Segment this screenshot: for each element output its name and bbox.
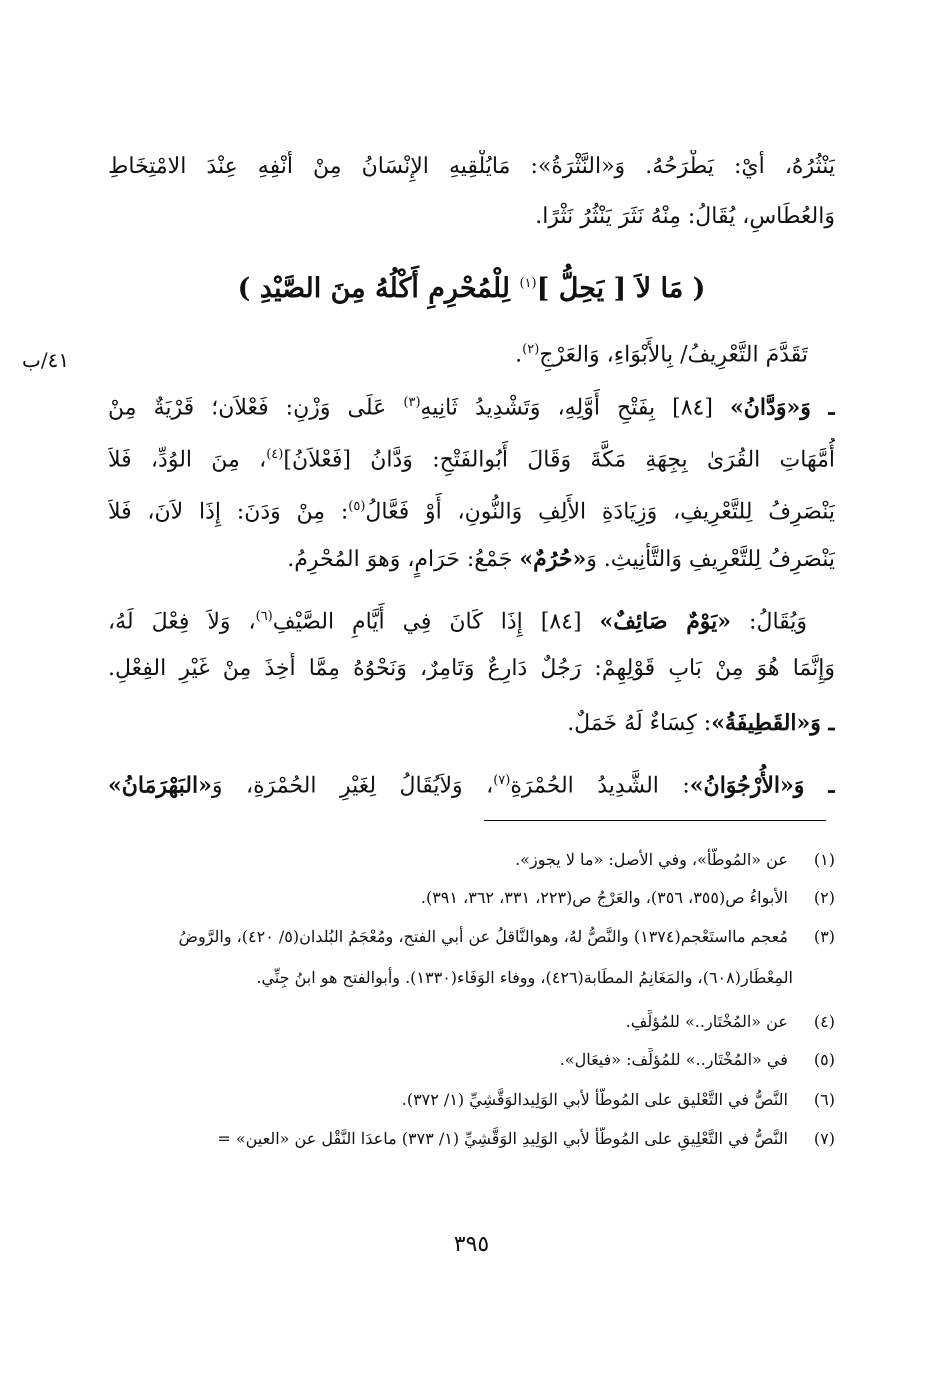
headword-bahraman: «البَهْرَمَانُ» bbox=[108, 772, 212, 799]
footnote-ref-2: (٢) bbox=[522, 342, 540, 357]
headword-waddan: ـ وَ«وَدَّانُ» bbox=[730, 394, 835, 421]
footnote-text: في «المُخْتَار..» للمُؤلِّف: «فيعَال». bbox=[559, 1050, 788, 1069]
footnote-text: عن «المُوطَّأ»، وفي الأصل: «ما لا يجوز». bbox=[515, 850, 788, 869]
body-line-7-text-a: يَنْصَرِفُ لِلتَّعْرِيفِ وَالتَّأْنِيثِ. وَ bbox=[586, 547, 835, 572]
footnote-2 bbox=[108, 886, 835, 910]
body-line-4-text-a: [٨٤] بِفَتْحِ أَوَّلِهِ، وَتَشْدِيدُ ثَانِيهِ bbox=[420, 395, 731, 421]
body-line-2: وَالعُطَاسِ، يُقَالُ: مِنْهُ نَثَرَ يَنْثُرُ نَثْرًا. bbox=[535, 204, 835, 229]
body-line-11-text-b: ، وَلاَيُقَالُ لِغَيْرِ الحُمْرَةِ، وَ bbox=[211, 773, 494, 799]
body-line-6-text-a: يَنْصَرِفُ لِلتَّعْرِيفِ، وَزِيَادَةِ الأَلِفِ وَالنُّونِ، أَوْ فَعَّالُ bbox=[365, 499, 835, 525]
footnote-ref-3: (٣) bbox=[403, 395, 421, 410]
body-line-5-text-b: ، مِنَ الوُدِّ، فَلاَ bbox=[108, 447, 267, 473]
body-line-6 bbox=[108, 490, 835, 530]
footnote-text: مُعجم مااستَعْجم(١٣٧٤) والنَّصُّ لهُ، وهوالنَّاقلُ عن أبي الفتح، ومُعْجَمُ البُلدان(٥/ ٤٢٠)، والرَّوضُ bbox=[178, 927, 788, 946]
footnote-number: (٤) bbox=[813, 1012, 835, 1031]
footnote-number: (٦) bbox=[813, 1090, 835, 1109]
footnote-ref-4: (٤) bbox=[266, 447, 284, 462]
body-line-4-text-b: عَلَى وَزْنِ: فَعْلاَن؛ قَرْيَةٌ مِنْ bbox=[108, 395, 404, 421]
footnote-text: عن «المُخْتَار..» للمُؤلِّفِ. bbox=[625, 1012, 788, 1031]
footnote-1 bbox=[108, 848, 835, 872]
footnote-ref-7: (٧) bbox=[493, 773, 511, 788]
footnote-text: النَّصُّ في التَّعْليق على المُوطَّأ لأبي الوَلِيدالوَقَّشِيِّ (١/ ٣٧٢). bbox=[401, 1090, 788, 1109]
page-number: ٣٩٥ bbox=[453, 1232, 490, 1257]
footnote-6 bbox=[108, 1088, 835, 1112]
body-line-8-text-a: وَيُقَالُ: bbox=[731, 609, 808, 635]
body-line-4 bbox=[108, 386, 835, 426]
footnote-number: (٣) bbox=[813, 927, 835, 946]
section-title bbox=[108, 262, 835, 311]
body-line-10 bbox=[108, 706, 835, 746]
body-line-8-text-c: ، وَلاَ فِعْلَ لَهُ، bbox=[108, 609, 256, 635]
footnote-separator bbox=[484, 820, 826, 821]
footnote-ref-6: (٦) bbox=[255, 609, 273, 624]
body-line-11 bbox=[108, 764, 835, 804]
footnote-text: النَّصُّ في التَّعْلِيقِ على المُوطَّأ لأبي الوَلِيدِ الوَقَّشِيِّ (١/ ٣٧٣) ماعدَا النَّقْل عن «العين» = bbox=[217, 1129, 788, 1148]
footnote-number: (٢) bbox=[813, 888, 835, 907]
body-line-1: يَنْثُرُهُ، أيْ: يَطْرَحُهُ. وَ«النَّثْرَةُ»: مَايُلْقِيهِ الإِنْسَانُ مِنْ أَنْفِهِ عِنْدَ الامْتِخَاطِ bbox=[108, 154, 835, 179]
footnote-text: المِعْطَار(٦٠٨)، والمَغَانِمُ المطَابة(٤٢٦)، ووفاء الوَفَاء(١٣٣٠). وأبوالفتح هو ابنُ جِنِّي. bbox=[256, 968, 793, 987]
headword-yawm-saif: «يَوْمٌ صَائِفٌ» bbox=[599, 608, 732, 635]
body-line-9: وَإِنَّمَا هُوَ مِنْ بَابِ قَوْلِهِمْ: رَجُلٌ دَارِعٌ وَتَامِرٌ، وَنَحْوُهُ مِمَّا أُخِذَ مِنْ غَيْرِ الفِعْلِ. bbox=[108, 656, 835, 681]
footnote-ref-5: (٥) bbox=[348, 499, 366, 514]
footnote-5 bbox=[108, 1048, 835, 1072]
section-title-part-1: ( مَا لاَ [ يَحِلُّ ] bbox=[536, 273, 706, 304]
margin-folio-note: ٤١/ب bbox=[22, 348, 70, 372]
footnote-3-continued bbox=[108, 966, 835, 990]
body-line-10-text: : كِسَاءٌ لَهُ خَمَلٌ. bbox=[567, 711, 712, 736]
footnote-text: الأبواءُ ص(٣٥٥، ٣٥٦)، والعَرْجُ ص(٢٢٣، ٣٣١، ٣٦٢، ٣٩١). bbox=[420, 888, 788, 907]
body-line-8 bbox=[108, 600, 835, 640]
body-line-3-text: تَقَدَّمَ التَّعْرِيفُ/ بِالأَبْوَاءِ، وَالعَرْجِ bbox=[539, 342, 808, 368]
footnote-7 bbox=[108, 1127, 835, 1151]
footnote-number: (١) bbox=[813, 850, 835, 869]
footnote-number: (٧) bbox=[813, 1129, 835, 1148]
body-line-7 bbox=[108, 542, 835, 582]
body-line-5-text-a: أُمَّهَاتِ القُرَىٰ بِجِهَةِ مَكَّةَ وَقَالَ أَبُوالفَتْحِ: وَدَّانُ [فَعْلاَنُ] bbox=[283, 447, 835, 473]
headword-hurum: «حُرُمٌ» bbox=[519, 546, 587, 572]
section-title-part-2: لِلْمُحْرِمِ أَكْلُهُ مِنَ الصَّيْدِ ) bbox=[237, 273, 511, 304]
footnote-4 bbox=[108, 1010, 835, 1034]
body-line-3-end: . bbox=[515, 342, 523, 368]
body-line-8-text-b: [٨٤] إِذَا كَانَ فِي أَيَّامِ الصَّيْفِ bbox=[272, 609, 600, 635]
body-line-3 bbox=[108, 333, 808, 373]
footnote-number: (٥) bbox=[813, 1050, 835, 1069]
body-line-7-text-b: جَمْعُ: حَرَامٍ، وَهوَ المُحْرِمُ. bbox=[287, 547, 520, 572]
body-line-6-text-b: : مِنْ وَدَنَ: إِذَا لاَنَ، فَلاَ bbox=[108, 499, 349, 525]
headword-qatifa: ـ وَ«القَطِيفَةُ» bbox=[711, 710, 835, 736]
body-line-5 bbox=[108, 438, 835, 478]
section-title-footnote-ref: (١) bbox=[519, 276, 537, 291]
body-line-11-text-a: : الشَّدِيدُ الحُمْرَةِ bbox=[510, 773, 690, 799]
headword-urjuwan: ـ وَ«الأُرْجُوَانُ» bbox=[689, 772, 835, 799]
footnote-3 bbox=[108, 925, 835, 949]
